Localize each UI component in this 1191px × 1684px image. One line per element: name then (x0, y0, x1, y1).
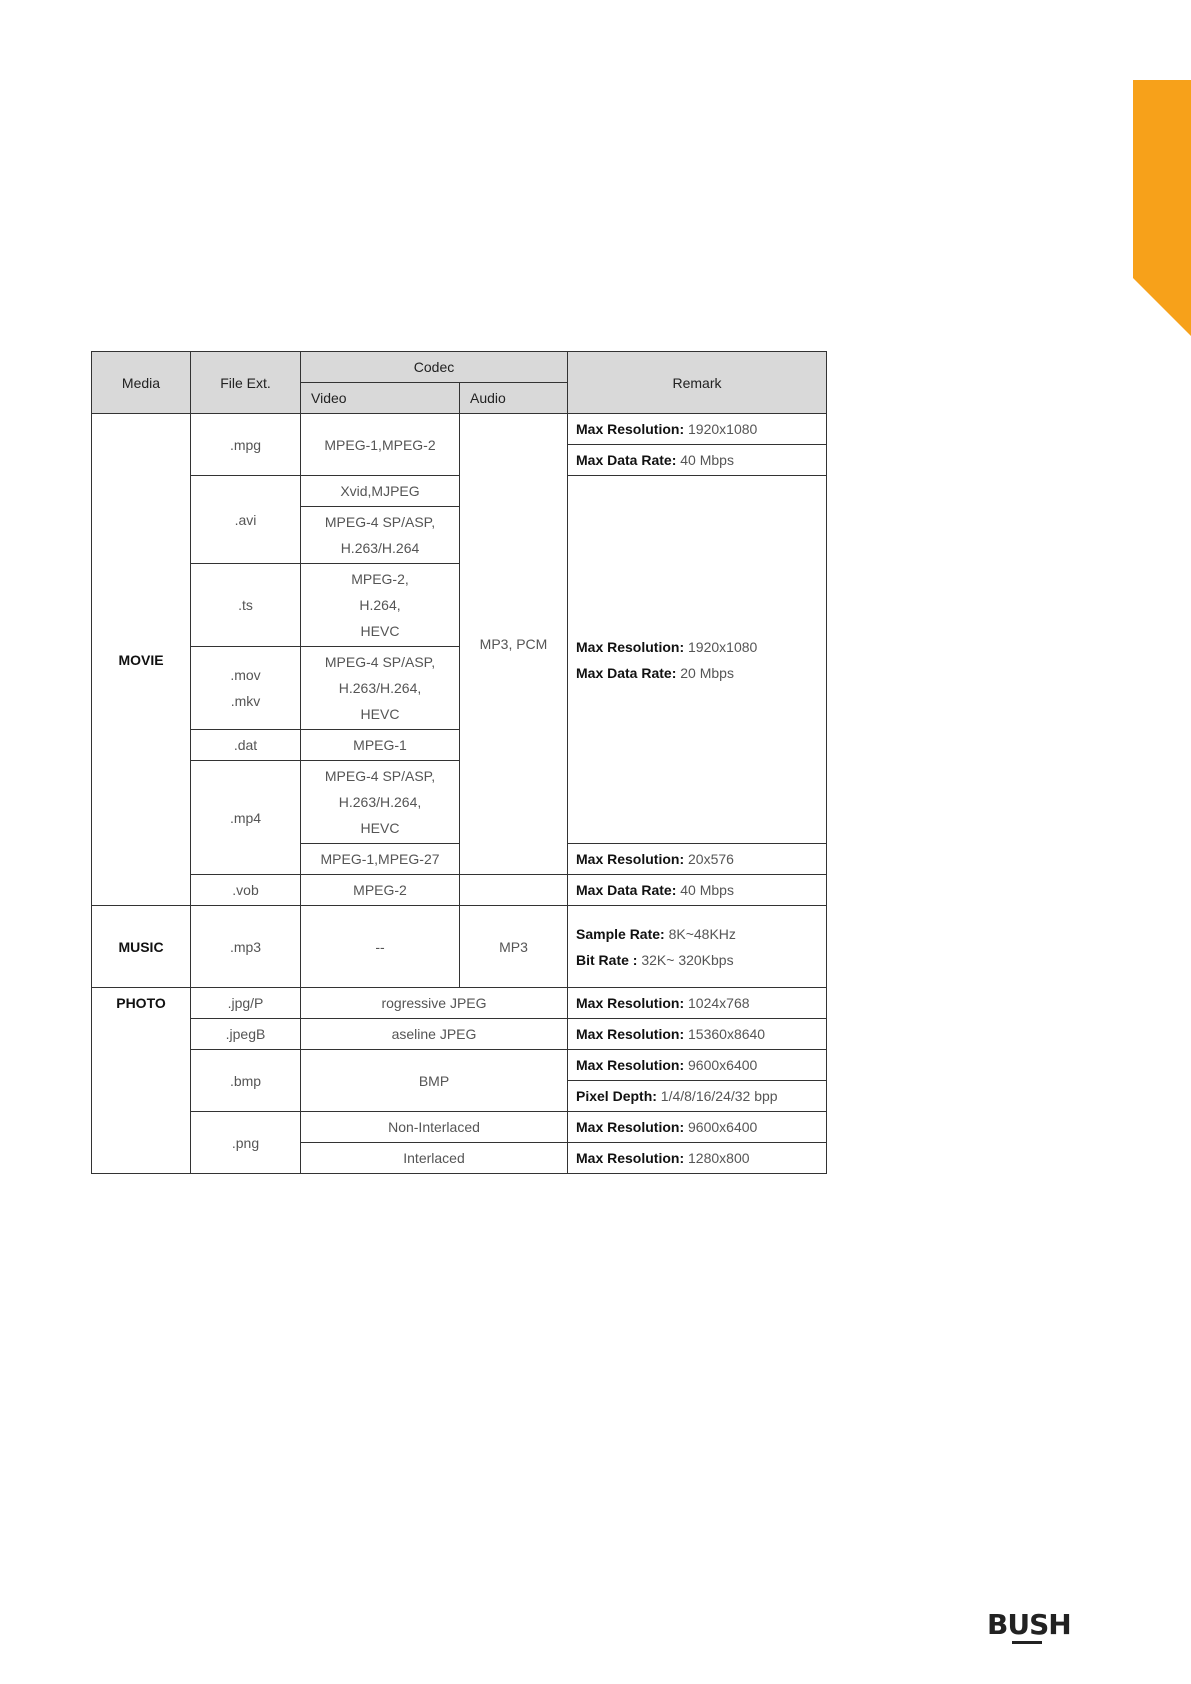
remark-photo-png-2: Max Resolution: 1280x800 (568, 1143, 827, 1174)
video-mov: MPEG-4 SP/ASP, H.263/H.264, HEVC (301, 647, 460, 730)
video-mp3: -- (301, 906, 460, 988)
video-ts: MPEG-2, H.264, HEVC (301, 564, 460, 647)
codec-png-noninterlaced: Non-Interlaced (301, 1112, 568, 1143)
video-avi-2: MPEG-4 SP/ASP, H.263/H.264 (301, 507, 460, 564)
remark-movie-max-res: Max Resolution: 1920x1080 (568, 414, 827, 445)
brand-logo: BUSH (987, 1608, 1071, 1641)
remark-movie-data-rate-2: Max Data Rate: 40 Mbps (568, 875, 827, 906)
ext-mov-mkv: .mov .mkv (191, 647, 301, 730)
audio-movie: MP3, PCM (460, 414, 568, 875)
remark-movie-max-res-2: Max Resolution: 20x576 (568, 844, 827, 875)
codec-jpg: rogressive JPEG (301, 988, 568, 1019)
header-video: Video (301, 383, 460, 414)
ext-jpeg: .jpegB (191, 1019, 301, 1050)
remark-movie-data-rate: Max Data Rate: 40 Mbps (568, 445, 827, 476)
ext-mp4: .mp4 (191, 761, 301, 875)
remark-photo-png-1: Max Resolution: 9600x6400 (568, 1112, 827, 1143)
ext-mpg: .mpg (191, 414, 301, 476)
video-vob: MPEG-2 (301, 875, 460, 906)
ext-png: .png (191, 1112, 301, 1174)
media-photo: PHOTO (92, 988, 191, 1174)
video-mpg: MPEG-1,MPEG-2 (301, 414, 460, 476)
header-audio: Audio (460, 383, 568, 414)
ext-bmp: .bmp (191, 1050, 301, 1112)
remark-music: Sample Rate: 8K~48KHz Bit Rate : 32K~ 320Kbps (568, 906, 827, 988)
video-dat: MPEG-1 (301, 730, 460, 761)
orange-tab-marker (1133, 80, 1191, 336)
ext-mp3: .mp3 (191, 906, 301, 988)
ext-avi: .avi (191, 476, 301, 564)
video-avi-1: Xvid,MJPEG (301, 476, 460, 507)
audio-mp3: MP3 (460, 906, 568, 988)
codec-bmp: BMP (301, 1050, 568, 1112)
header-file-ext: File Ext. (191, 352, 301, 414)
video-mp4-2: MPEG-1,MPEG-27 (301, 844, 460, 875)
header-media: Media (92, 352, 191, 414)
media-movie: MOVIE (92, 414, 191, 906)
codec-jpeg: aseline JPEG (301, 1019, 568, 1050)
ext-jpg: .jpg/P (191, 988, 301, 1019)
codec-png-interlaced: Interlaced (301, 1143, 568, 1174)
remark-photo-bmp: Max Resolution: 9600x6400 (568, 1050, 827, 1081)
header-codec: Codec (301, 352, 568, 383)
media-music: MUSIC (92, 906, 191, 988)
remark-movie-general: Max Resolution: 1920x1080 Max Data Rate: 20 Mbps (568, 476, 827, 844)
ext-ts: .ts (191, 564, 301, 647)
header-remark: Remark (568, 352, 827, 414)
brand-logo-underline (1012, 1641, 1042, 1644)
remark-photo-jpeg: Max Resolution: 15360x8640 (568, 1019, 827, 1050)
remark-photo-pixel-depth: Pixel Depth: 1/4/8/16/24/32 bpp (568, 1081, 827, 1112)
remark-photo-jpg: Max Resolution: 1024x768 (568, 988, 827, 1019)
video-mp4: MPEG-4 SP/ASP, H.263/H.264, HEVC (301, 761, 460, 844)
media-format-table (91, 351, 827, 1174)
ext-vob: .vob (191, 875, 301, 906)
ext-dat: .dat (191, 730, 301, 761)
